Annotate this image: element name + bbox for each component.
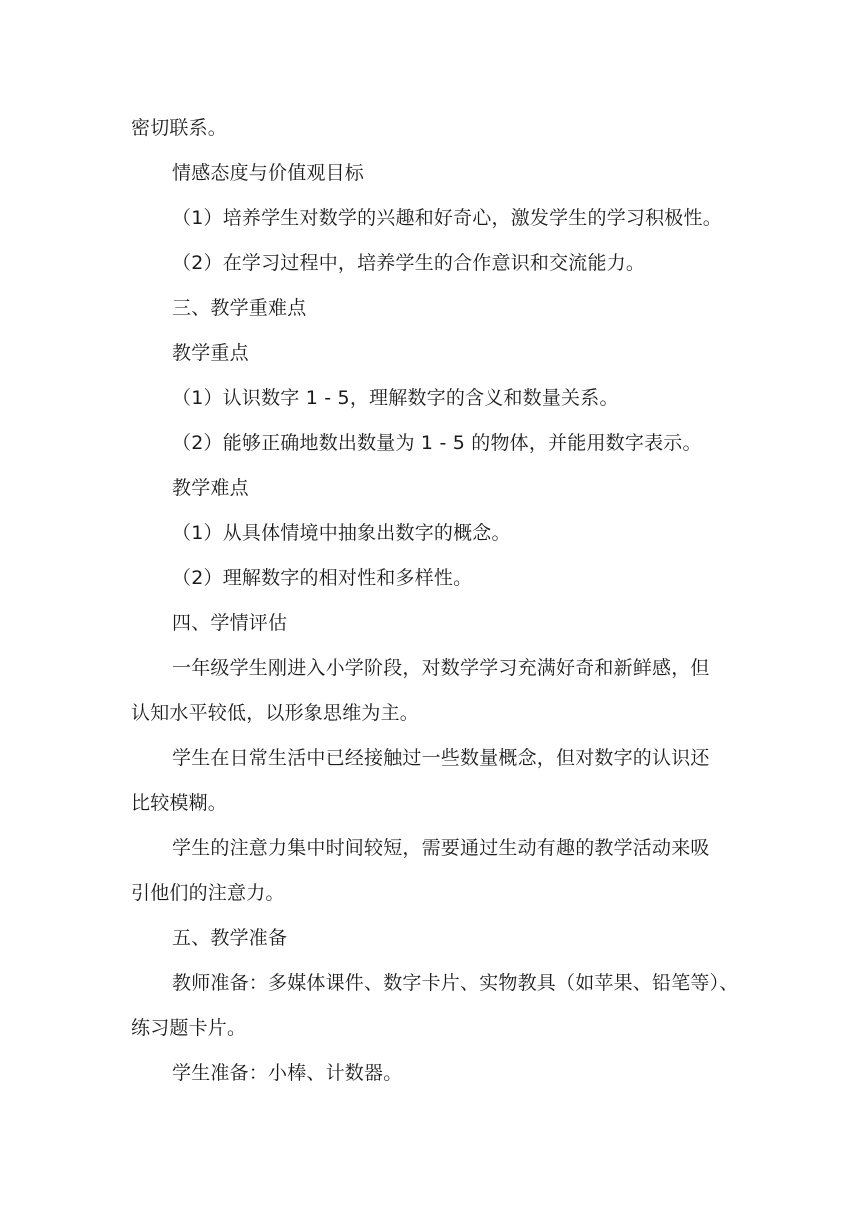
list-item: （2）理解数字的相对性和多样性。: [172, 567, 473, 589]
paragraph-line: 教师准备：多媒体课件、数字卡片、实物教具（如苹果、铅笔等）、: [172, 972, 739, 994]
section-heading-student-assessment: 四、学情评估: [172, 612, 288, 634]
subsection-heading-difficult-points: 教学难点: [172, 477, 249, 499]
paragraph-line: 学生在日常生活中已经接触过一些数量概念，但对数字的认识还: [172, 747, 710, 769]
paragraph-line: 学生准备：小棒、计数器。: [172, 1062, 403, 1084]
list-item: （1）从具体情境中抽象出数字的概念。: [172, 522, 511, 544]
paragraph-line: 认知水平较低，以形象思维为主。: [131, 702, 420, 724]
paragraph-line: 一年级学生刚进入小学阶段，对数学学习充满好奇和新鲜感，但: [172, 657, 710, 679]
list-item: （1）认识数字 1 - 5，理解数字的含义和数量关系。: [172, 387, 619, 409]
subsection-heading-affective-goals: 情感态度与价值观目标: [172, 162, 365, 184]
paragraph-line: 比较模糊。: [131, 792, 228, 814]
section-heading-key-difficult-points: 三、教学重难点: [172, 297, 307, 319]
list-item: （2）在学习过程中，培养学生的合作意识和交流能力。: [172, 252, 646, 274]
list-item: （1）培养学生对数学的兴趣和好奇心，激发学生的学习积极性。: [172, 207, 722, 229]
subsection-heading-key-points: 教学重点: [172, 342, 249, 364]
section-heading-teaching-preparation: 五、教学准备: [172, 927, 288, 949]
paragraph-line: 引他们的注意力。: [131, 882, 285, 904]
paragraph-continuation: 密切联系。: [131, 117, 228, 139]
paragraph-line: 学生的注意力集中时间较短，需要通过生动有趣的教学活动来吸: [172, 837, 710, 859]
list-item: （2）能够正确地数出数量为 1 - 5 的物体，并能用数字表示。: [172, 432, 702, 454]
paragraph-line: 练习题卡片。: [131, 1017, 247, 1039]
